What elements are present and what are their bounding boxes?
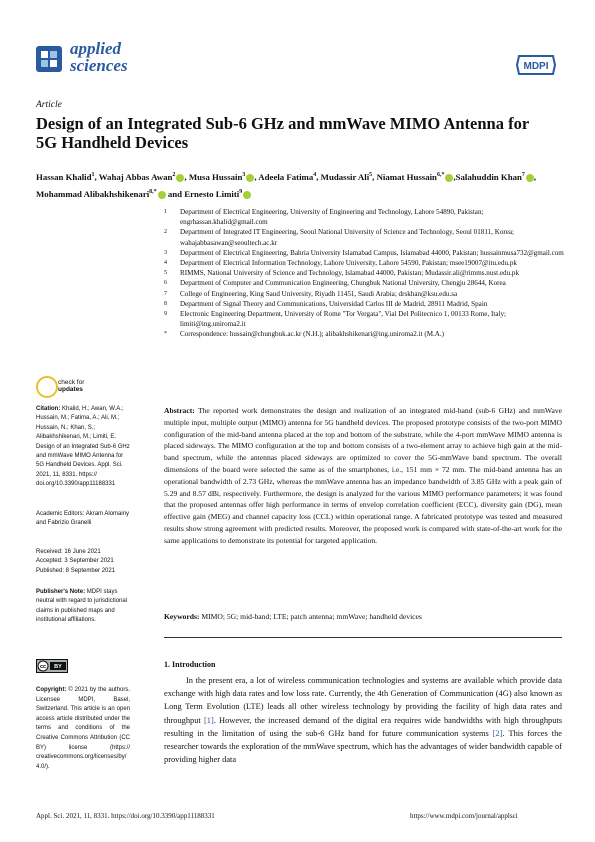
author-separator: , xyxy=(533,171,537,182)
copyright-text: © 2021 by the authors. Licensee MDPI, Basel, Switzerland. This article is an open access article distributed under the terms and conditions of the Creative Commons Attribution (CC BY) license (https:// creativecommons.org/licenses/by/ 4.0/). xyxy=(36,687,131,770)
footer-journal-url[interactable]: https://www.mdpi.com/journal/applsci xyxy=(410,812,518,820)
affiliation-number: 7 xyxy=(164,290,167,297)
copyright-block xyxy=(36,686,130,772)
affiliation-number: 6 xyxy=(164,280,167,287)
affiliation-number: 4 xyxy=(164,260,167,267)
affiliation-text: Department of Computer and Communication Engineering, Chungbuk National University, Chengju 28644, Korea xyxy=(180,279,506,288)
orcid-icon[interactable] xyxy=(526,171,537,182)
author-name: Wahaj Abbas Awan xyxy=(98,171,173,182)
svg-text:cc: cc xyxy=(39,664,47,671)
affiliation-text: Department of Signal Theory and Communications, Universidad Carlos III de Madrid, 28911 Madrid, Spain xyxy=(180,299,488,308)
author-list xyxy=(36,168,566,202)
publisher-name: MDPI xyxy=(523,61,549,72)
affiliation-item xyxy=(164,309,564,329)
mdpi-logo-icon xyxy=(515,54,557,76)
author-affiliation-marker: 4 xyxy=(313,172,317,178)
author-name: Hassan Khalid xyxy=(36,171,92,182)
author-affiliation-marker: 5 xyxy=(369,172,373,178)
keywords xyxy=(164,611,562,622)
cc-license-icon xyxy=(36,659,68,673)
svg-text:BY: BY xyxy=(54,664,62,671)
affiliations xyxy=(164,207,564,340)
abstract-text: The reported work demonstrates the design and realization of an integrated mid-band (sub-6 GHz) and mmWave multiple input, multiple output (MIMO) antenna for 5G handheld devices. The proposed prototype consists of the two-port MIMO configuration of the mid-band antenna placed at the top and bottom of the substrate, while the 4-port mmWave MIMO antenna is placed sideways. The MIMO configuration at the top and bottom consists of a two-element array to achieve high gain at the mid-band spectrum, while the antennas placed sideways are optimized to cover the 5G-mmWave band spectrum. The overall dimensions of the board were selected the same as of the smartphones, i.e., 151 mm × 72 mm. The mid-band antenna has an operational bandwidth of 2.73 GHz, whereas the mmWave antenna has an impedance bandwidth of 3.85 GHz with a peak gain of 5.29 and 8.57 dBi, respectively. Furthermore, the design is analyzed for the various MIMO performance parameters; it was found that the proposed antennas offer high performance in terms of envelop correlation coefficient (ECC), diversity gain (DG), mean effective gain (MEG) and channel capacity loss (CCL) within operational range. A fabricated prototype was tested and measured results show strong agreement with predicted results. Moreover, the proposed work is compared with state-of-the-art work for the same applications to demonstrate its potential for targeted application. xyxy=(164,406,563,545)
check-for-updates-button[interactable] xyxy=(36,376,96,398)
abstract xyxy=(164,405,562,547)
author-separator: , xyxy=(184,171,189,182)
journal-name xyxy=(70,40,128,74)
affiliation-item xyxy=(164,207,564,227)
date-published: Published: 8 September 2021 xyxy=(36,567,116,574)
affiliation-item xyxy=(164,258,564,268)
affiliation-item xyxy=(164,329,564,339)
affiliation-text: RIMMS, National University of Science and Technology, Islamabad 44000, Pakistan; Mudassir.ali@rimms.nust.edu.pk xyxy=(180,269,520,278)
check-updates-line2: updates xyxy=(58,386,83,393)
citation-label: Citation: xyxy=(36,406,61,412)
intro-text-3: . This forces the researcher towards the exploration of the mmWave spectrum, which has the advantages of wider bandwidth capable of providing higher data xyxy=(164,728,562,765)
author-name: Niamat Hussain xyxy=(376,171,437,182)
reference-link-2[interactable]: [2] xyxy=(492,728,503,738)
affiliation-text: College of Engineering, King Saud University, Riyadh 11451, Saudi Arabia; drskhan@ksu.edu.sa xyxy=(180,289,458,298)
publisher-note-text: MDPI stays neutral with regard to jurisdictional claims in published maps and institutional affiliations. xyxy=(36,589,128,624)
copyright-label: Copyright: xyxy=(36,687,67,693)
author-affiliation-marker: 7 xyxy=(521,172,525,178)
author-name: Mohammad Alibakhshikenari xyxy=(36,188,150,199)
article-type: Article xyxy=(36,100,62,110)
author-separator: , xyxy=(453,171,456,182)
affiliation-text: Department of Electrical Engineering, University of Engineering and Technology, Lahore 54890, Pakistan; engrhassan.khalid@gmail.com xyxy=(180,208,484,227)
check-updates-line1: check for xyxy=(58,379,85,386)
editors-label: Academic Editors: xyxy=(36,511,85,517)
journal-name-line2: sciences xyxy=(70,56,128,75)
author-separator: and xyxy=(165,188,185,199)
author-separator: , xyxy=(94,171,99,182)
affiliation-number: 3 xyxy=(164,249,167,256)
citation-text: Khalid, H.; Awan, W.A.; Hussain, M.; Fatima, A.; Ali, M.; Hussain, N.; Khan, S.; Alibakhshikenari, M.; Limiti, E. Design of an Integrated Sub-6 GHz and mmWave MIMO Antenna for 5G Handheld Devices. Appl. Sci. 2021, 11, 8331. https:// doi.org/10.3390/app11188331 xyxy=(36,406,130,488)
affiliation-number: 1 xyxy=(164,209,167,215)
publisher-note-label: Publisher's Note: xyxy=(36,589,86,595)
section-heading: 1. Introduction xyxy=(164,660,216,669)
intro-text-1: In the present era, a lot of wireless communication technologies and systems are available which provide data exchange with high data rates and low loss rate. Currently, the 4th Generation of Communication (4G) also known as Long Term Evolution (LTE) leads all other wireless technology by providing the facility of high data rates and throughput xyxy=(164,676,562,725)
dates-block xyxy=(36,548,130,576)
author-affiliation-marker: 3 xyxy=(242,172,246,178)
date-accepted: Accepted: 3 September 2021 xyxy=(36,558,114,565)
affiliation-item xyxy=(164,299,564,309)
keywords-label: Keywords: xyxy=(164,612,200,621)
footer-citation: Appl. Sci. 2021, 11, 8331. https://doi.org/10.3390/app11188331 xyxy=(36,812,215,820)
reference-link-1[interactable]: [1] xyxy=(203,715,214,725)
affiliation-number: 2 xyxy=(164,229,167,236)
divider xyxy=(164,637,562,638)
intro-paragraph xyxy=(164,674,562,766)
affiliation-item xyxy=(164,268,564,278)
abstract-label: Abstract: xyxy=(164,406,195,415)
author-name: Musa Hussain xyxy=(188,171,243,182)
article-title: Design of an Integrated Sub-6 GHz and mmWave MIMO Antenna for 5G Handheld Devices xyxy=(36,114,529,152)
affiliation-text: Department of Integrated IT Engineering, Seoul National University of Science and Technology, Seoul 01811, Korea; wahajabbasawan@seoultech.ac.kr xyxy=(180,228,514,247)
check-updates-icon xyxy=(36,376,58,398)
author-affiliation-marker: 2 xyxy=(172,172,176,178)
author-separator: , xyxy=(254,171,259,182)
affiliation-text: Electronic Engineering Department, University of Rome "Tor Vergata", Vial Del Politecnico 1, 00133 Rome, Italy; limiti@ing.uniroma2.it xyxy=(180,310,506,329)
date-received: Received: 16 June 2021 xyxy=(36,549,101,555)
affiliation-number: 9 xyxy=(164,311,167,318)
citation-block xyxy=(36,405,130,490)
author-name: Mudassir Ali xyxy=(320,171,370,182)
journal-name-line1: applied xyxy=(70,39,121,58)
author-separator: , xyxy=(372,171,377,182)
affiliation-item xyxy=(164,227,564,247)
author-name: Salahuddin Khan xyxy=(455,171,522,182)
affiliation-text: Department of Electrical Engineering, Bahria University Islamabad Campus, Islamabad 44000, Pakistan; hussainmusa732@gmail.com xyxy=(180,248,564,257)
orcid-icon[interactable] xyxy=(243,191,251,199)
orcid-icon[interactable] xyxy=(158,191,166,199)
author-name: Adeela Fatima xyxy=(258,171,314,182)
affiliation-item xyxy=(164,278,564,288)
affiliation-number: 5 xyxy=(164,270,167,277)
intro-text-2: . However, the increased demand of the digital era requires wide bandwidths with high throughputs resulting in the limitation of using the sub-6 GHz band for future communication systems xyxy=(164,715,562,738)
author-affiliation-marker: 8,* xyxy=(149,188,157,195)
journal-logo-icon xyxy=(36,46,62,72)
keywords-text: MIMO; 5G; mid-band; LTE; patch antenna; mmWave; handheld devices xyxy=(201,612,422,621)
editors-text: Akram Alomainy and Fabrizio Granelli xyxy=(36,511,130,527)
affiliation-text: Correspondence: hussain@chungbuk.ac.kr (N.H.); alibakhshikenari@ing.uniroma2.it (M.A.) xyxy=(180,330,445,339)
author-affiliation-marker: 1 xyxy=(91,172,95,178)
author-affiliation-marker: 9 xyxy=(239,188,243,195)
affiliation-text: Department of Electrical Information Technology, Lahore University, Lahore 54590, Pakistan; msee19007@itu.edu.pk xyxy=(180,259,517,268)
publisher-note xyxy=(36,588,130,626)
affiliation-item xyxy=(164,248,564,258)
author-affiliation-marker: 6,* xyxy=(436,172,445,178)
affiliation-number: 8 xyxy=(164,300,167,307)
editors-block xyxy=(36,510,130,529)
author-name: Ernesto Limiti xyxy=(184,188,240,199)
affiliation-item xyxy=(164,289,564,299)
affiliation-number: * xyxy=(164,331,167,338)
author-separator: , xyxy=(316,171,321,182)
